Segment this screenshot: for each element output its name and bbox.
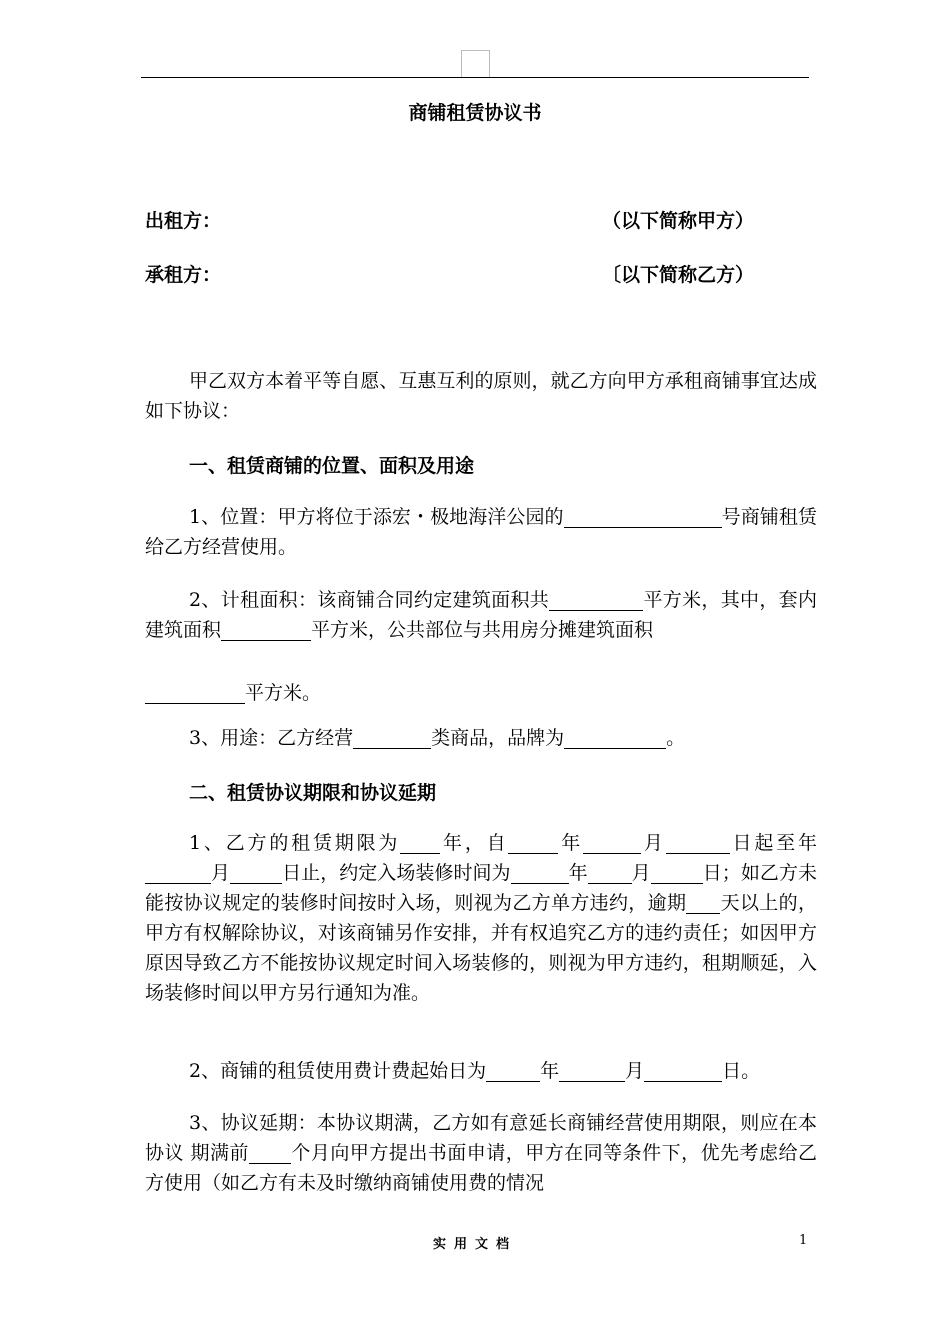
s2-term-text-d: 月 — [641, 832, 666, 854]
s2-extension-paragraph — [145, 1108, 817, 1198]
intro-paragraph: 甲乙双方本着平等自愿、互惠互利的原则，就乙方向甲方承租商铺事宜达成如下协议： — [145, 370, 817, 422]
fee-day-blank[interactable] — [644, 1059, 722, 1082]
s1-area-text-a: 2、计租面积：该商铺合同约定建筑面积共 — [189, 589, 550, 611]
end-year-blank[interactable] — [145, 861, 211, 884]
shop-number-blank[interactable] — [564, 505, 722, 528]
s2-term-text-h: 年 — [568, 862, 588, 884]
s2-ext-text-b: 个月向甲方提出书面申请，甲方在同等条件下，优先考虑给乙方使用（如乙方有未及时缴纳商铺使用费的情况 — [145, 1142, 817, 1194]
start-day-blank[interactable] — [666, 831, 730, 854]
end-month-blank[interactable] — [230, 861, 282, 884]
s1-usage-paragraph — [145, 723, 817, 753]
lease-years-blank[interactable] — [400, 831, 440, 854]
s1-area-text-c: 平方米，公共部位与共用房分摊建筑面积 — [311, 619, 654, 641]
s1-area-text-b: 平方米，其中，套内建筑面积 — [145, 589, 817, 641]
s2-term-text-e: 日起至年 — [729, 832, 817, 854]
s2-term-text-c: 年 — [558, 832, 584, 854]
s2-fee-text-c: 月 — [625, 1060, 645, 1082]
lessee-label: 承租方： — [145, 264, 222, 286]
s2-ext-text-a: 3、协议延期：本协议期满，乙方如有意延长商铺经营使用期限，则应在本协议 期满前 — [145, 1112, 817, 1164]
s2-fee-text-b: 年 — [540, 1060, 560, 1082]
s2-term-text-i: 月 — [631, 862, 651, 884]
s2-term-text-f: 月 — [211, 862, 231, 884]
s1-usage-text-b: 类商品，品牌为 — [431, 727, 565, 749]
s2-fee-text-a: 2、商铺的租赁使用费计费起始日为 — [189, 1060, 487, 1082]
s1-location-paragraph — [145, 502, 817, 562]
s1-usage-text-a: 3、用途：乙方经营 — [189, 727, 354, 749]
lessor-note: （以下简称甲方） — [602, 210, 755, 232]
s2-term-text-k: 天以上的，甲方有权解除协议，对该商铺另作安排，并有权追究乙方的违约责任；如因甲方原因导致乙方不能按协议规定时间入场装修的，则视为甲方违约，租期顺延，入场装修时间以甲方另行通知为准。 — [145, 892, 817, 1004]
brand-blank[interactable] — [564, 726, 666, 749]
start-month-blank[interactable] — [583, 831, 641, 854]
overdue-days-blank[interactable] — [686, 891, 720, 914]
start-year-blank[interactable] — [508, 831, 558, 854]
s2-term-text-j: 日；如乙方未能按协议规定的装修时间按时入场，则视为乙方单方违约，逾期 — [145, 862, 817, 914]
fitout-year-blank[interactable] — [511, 861, 569, 884]
lessee-note: 〔以下简称乙方） — [602, 264, 755, 286]
section2-heading: 二、租赁协议期限和协议延期 — [189, 782, 437, 804]
document-title: 商铺租赁协议书 — [408, 102, 542, 124]
header-rule — [141, 77, 809, 78]
page-number: 1 — [799, 1233, 808, 1248]
s1-area-paragraph — [145, 585, 817, 708]
s2-term-text-b: 年，自 — [440, 832, 509, 854]
s2-term-text-a: 1、乙方的租赁期限为 — [189, 832, 401, 854]
fitout-day-blank[interactable] — [651, 861, 703, 884]
shared-area-blank[interactable] — [145, 681, 245, 704]
extension-months-blank[interactable] — [249, 1141, 291, 1164]
fee-month-blank[interactable] — [559, 1059, 625, 1082]
s2-term-paragraph — [145, 828, 817, 1008]
fee-year-blank[interactable] — [486, 1059, 540, 1082]
s1-area-text-d: 平方米。 — [245, 682, 322, 704]
lessor-label: 出租方： — [145, 210, 222, 232]
inner-area-blank[interactable] — [221, 618, 311, 641]
footer-label: 实用文档 — [432, 1237, 517, 1252]
header-tab-box — [461, 50, 490, 78]
s2-term-text-g: 日止，约定入场装修时间为 — [282, 862, 511, 884]
fitout-month-blank[interactable] — [588, 861, 632, 884]
goods-category-blank[interactable] — [353, 726, 431, 749]
s2-fee-text-d: 日。 — [722, 1060, 761, 1082]
s1-location-text-b: 号商铺租赁给乙方经营使用。 — [145, 506, 817, 558]
section1-heading: 一、租赁商铺的位置、面积及用途 — [189, 455, 475, 477]
total-area-blank[interactable] — [549, 588, 643, 611]
s1-usage-text-c: 。 — [666, 727, 686, 749]
s2-fee-start-paragraph — [145, 1056, 817, 1086]
s1-location-text-a: 1、位置：甲方将位于添宏・极地海洋公园的 — [189, 506, 564, 528]
